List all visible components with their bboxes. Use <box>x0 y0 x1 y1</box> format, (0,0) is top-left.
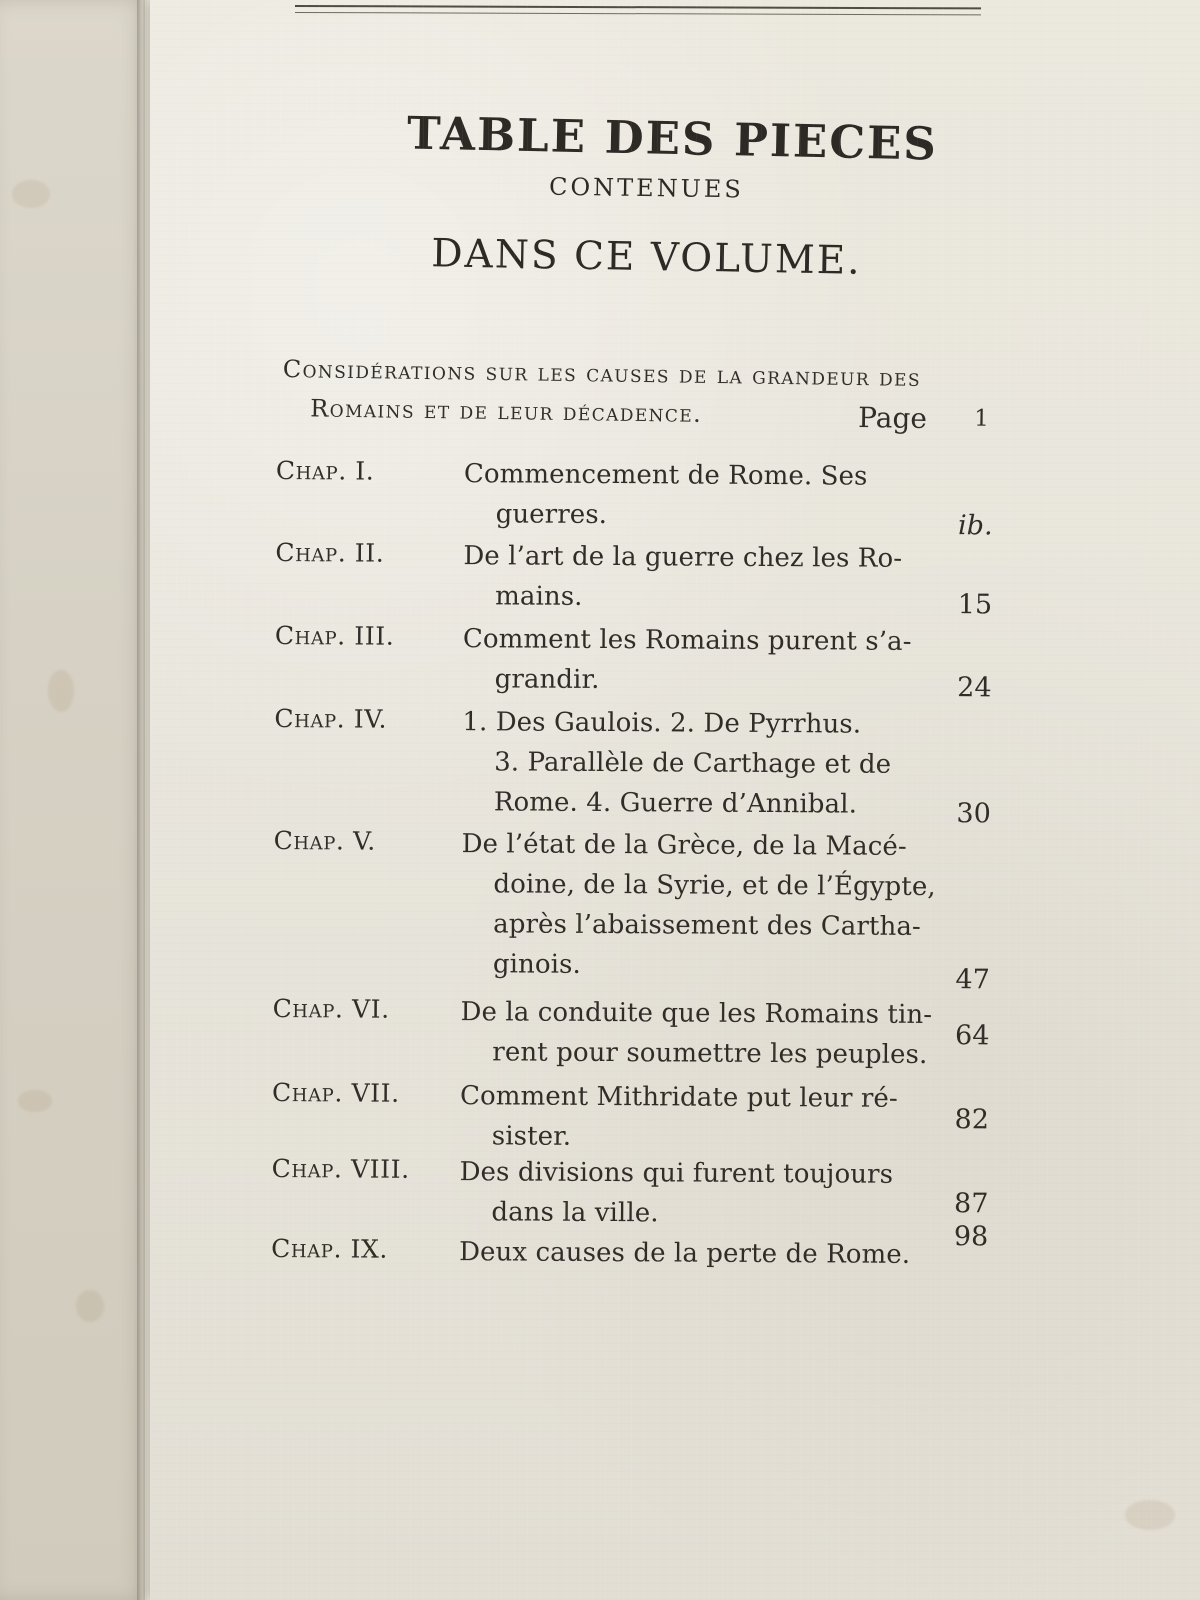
paper-stain <box>1125 1500 1175 1530</box>
chapter-page-reference: 87 <box>953 1188 989 1220</box>
facing-page-edge <box>0 0 145 1600</box>
chapter-title-line: mains. <box>495 581 583 612</box>
chapter-label: Chap. I. <box>275 456 375 486</box>
chapter-title <box>463 619 923 702</box>
chapter-entry-3 <box>274 620 995 704</box>
chapter-title-line: Deux causes de la perte de Rome. <box>459 1237 911 1270</box>
chapter-label: Chap. V. <box>273 825 377 856</box>
chapter-label: Chap. VIII. <box>271 1153 410 1184</box>
chapter-title-line: De l’état de la Grèce, de la Macé- <box>461 829 907 862</box>
chapter-title-line: sister. <box>491 1121 572 1152</box>
main-work-entry <box>282 355 1103 444</box>
chapter-label: Chap. IV. <box>274 703 388 734</box>
chapter-page-reference: 98 <box>953 1221 989 1253</box>
chapter-page-reference: 24 <box>957 672 992 704</box>
chapter-title-line: Rome. 4. Guerre d’Annibal. <box>493 787 858 820</box>
chapter-entry-5 <box>273 825 994 996</box>
chapter-title-line: Des divisions qui furent toujours <box>459 1157 894 1190</box>
chapter-title-line: De l’art de la guerre chez les Ro- <box>463 541 903 574</box>
chapter-list <box>271 456 996 1280</box>
page-subtitle: CONTENUES <box>548 172 745 204</box>
chapter-title-line: Commencement de Rome. Ses <box>463 459 868 492</box>
chapter-entry-8 <box>271 1153 992 1229</box>
table-of-contents-page <box>150 0 1200 1600</box>
chapter-title-line: rent pour soumettre les peuples. <box>492 1037 928 1070</box>
chapter-title <box>464 454 924 537</box>
chapter-title-line: après l’abaissement des Cartha- <box>493 909 921 942</box>
paper-stain <box>76 1290 104 1322</box>
chapter-label: Chap. VI. <box>272 993 390 1024</box>
chapter-title-line: Comment Mithridate put leur ré- <box>460 1081 898 1114</box>
chapter-title-line: Comment les Romains purent s’a- <box>462 624 912 657</box>
book-gutter-shadow <box>137 0 147 1600</box>
chapter-title-line: guerres. <box>495 499 608 531</box>
chapter-title-line: ginois. <box>492 949 581 980</box>
chapter-label: Chap. II. <box>275 537 385 568</box>
chapter-entry-2 <box>275 537 995 621</box>
chapter-entry-7 <box>272 1077 992 1152</box>
work-title-line-2: Romains et de leur décadence. <box>310 394 703 428</box>
chapter-title <box>462 702 923 825</box>
chapter-title-line: De la conduite que les Romains tin- <box>460 997 933 1031</box>
page-number: 1 <box>973 405 989 432</box>
chapter-label: Chap. IX. <box>271 1233 389 1264</box>
paper-stain <box>18 1090 52 1112</box>
chapter-label: Chap. VII. <box>272 1077 400 1108</box>
chapter-page-reference: 47 <box>955 964 990 996</box>
volume-heading: DANS CE VOLUME. <box>430 231 862 284</box>
chapter-title-line: 3. Parallèle de Carthage et de <box>494 747 892 780</box>
work-title-line-1: Considérations sur les causes de la grandeur des <box>282 355 922 392</box>
chapter-page-reference: 15 <box>957 589 993 621</box>
chapter-entry-1 <box>275 456 996 542</box>
chapter-title <box>460 992 933 1075</box>
chapter-title-line: grandir. <box>494 664 600 695</box>
chapter-title <box>460 1076 920 1159</box>
paper-stain <box>12 180 50 208</box>
chapter-title <box>463 536 923 619</box>
chapter-entry-9 <box>271 1221 991 1270</box>
paper-stain <box>48 670 74 712</box>
chapter-title <box>461 824 936 987</box>
chapter-page-reference: 64 <box>955 1020 990 1052</box>
page-title: TABLE DES PIECES <box>406 106 939 171</box>
top-double-rule <box>295 5 981 15</box>
chapter-entry-4 <box>274 703 994 830</box>
chapter-page-reference: ib. <box>957 510 993 542</box>
chapter-entry-6 <box>272 993 993 1070</box>
chapter-title <box>459 1152 919 1235</box>
chapter-page-reference: 82 <box>954 1104 990 1136</box>
chapter-title-line: dans la ville. <box>491 1197 659 1229</box>
chapter-label: Chap. III. <box>274 620 395 651</box>
chapter-page-reference: 30 <box>956 798 991 830</box>
chapter-title-line: 1. Des Gaulois. 2. De Pyrrhus. <box>462 707 862 740</box>
chapter-title-line: doine, de la Syrie, et de l’Égypte, <box>493 869 936 903</box>
page-label: Page <box>857 401 928 435</box>
chapter-title <box>459 1232 919 1275</box>
